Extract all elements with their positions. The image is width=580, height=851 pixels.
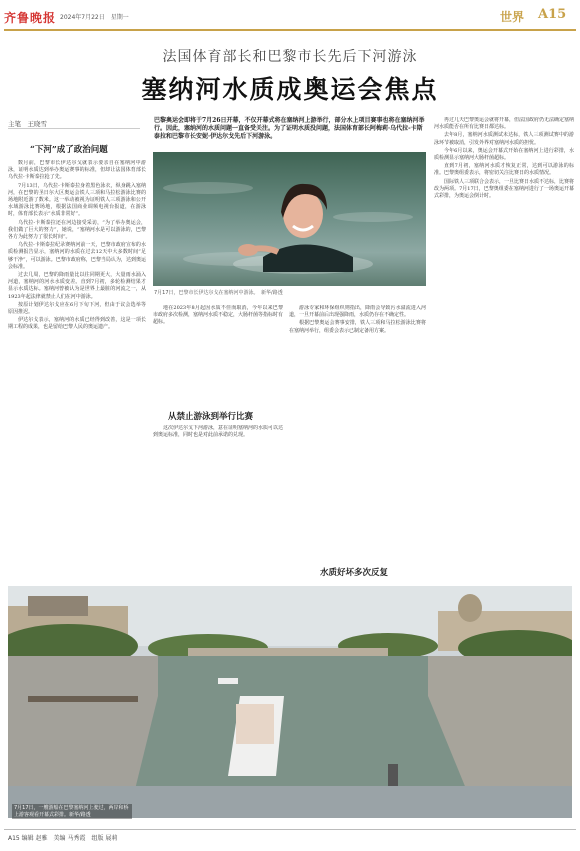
body-paragraph: 数月前，巴黎市长伊达尔戈就表示要亲自在塞纳河中游泳，证明水质达到举办奥运赛事的标准，但却让法国体育部长乌代拉-卡斯泰拉抢了先。 [8, 160, 146, 181]
body-paragraph: 过去几周，巴黎的降雨量比以往同期更大，大量雨水涌入河道，塞纳河的河水水质变差。直到7月初，多轮检测结果才显示水质达标。塞纳河曾被认为是世界上最脏的河流之一，从1923年起法律就禁止人们在河中游泳。 [8, 272, 146, 300]
lead-paragraph: 巴黎奥运会即将于7月26日开幕，不仅开幕式将在塞纳河上游举行，部分水上项目赛事也将在塞纳河举行。因此，塞纳河的水质问题一直备受关注。为了证明水质没问题，法国体育部长阿梅莉·乌代拉-卡斯泰拉和巴黎市长安妮·伊达尔戈先后下河游泳。 [154, 117, 425, 140]
body-paragraph: 直到7月初，塞纳河水质才恢复正常，达到可以游泳的标准。巴黎奥组委表示，将密切关注比赛日的水质情况。 [434, 163, 574, 177]
swimming-photo [153, 152, 426, 286]
lamp-post [388, 764, 398, 786]
body-paragraph: 7月13日，乌代拉-卡斯泰拉身着黑色泳衣，纵身跳入塞纳河，在巴黎的圣日尔大区奥运会铁人三项和马拉松游泳比赛的场地附近游了数米。这一举动被视为证明铁人三项游泳和公开水域游泳比赛场地，根据法国商业调频电视台报道，在游泳时，体育部长表示“水质非常好”。 [8, 182, 146, 218]
subhead-ban-to-race: 从禁止游泳到举行比赛 [168, 412, 254, 422]
body-paragraph: 按原计划伊达尔戈应在6月下旬下河，但由于议会选举等原因推迟。 [8, 301, 146, 316]
article-column-2b [153, 425, 283, 580]
body-paragraph: 今年6月以来，奥运会开幕式开始在塞纳河上进行彩排，水质检测显示塞纳河大肠杆菌超标。 [434, 147, 574, 162]
dome [458, 594, 482, 622]
seine-river-photo [8, 586, 572, 818]
body-paragraph: 去年8月，塞纳河水质测试未达标，铁人三项测试赛中的游泳环节被取消，引发外界对塞纳河水质的担忧。 [434, 132, 574, 146]
byline: 主笔 王晓雪 [8, 120, 47, 128]
masthead [0, 0, 580, 30]
body-paragraph: 游泳专家和环保组织则指出，降雨会导致污水溢流进入河道，一旦开幕前后出现强降雨，水质仍存在不确定性。 [289, 305, 426, 319]
bridge [188, 648, 388, 656]
article-column-1 [8, 160, 146, 580]
subhead-politics: “下河”成了政治问题 [30, 145, 108, 155]
body-paragraph: 地在2023年8月起因水质不佳而取消，今年以来巴黎市政府多次检测，塞纳河水质不稳定，大肠杆菌等指标时有超标。 [153, 305, 283, 326]
issue-date: 2024年7月22日 星期一 [60, 14, 129, 21]
river-scene [8, 586, 572, 818]
footer-rule [4, 829, 576, 830]
masthead-rule [4, 29, 576, 31]
photo-caption-swim: 7月17日，巴黎市长伊达尔戈在塞纳河中游泳。 新华/路透 [154, 290, 283, 296]
article-column-4 [434, 117, 574, 582]
kicker-headline: 法国体育部长和巴黎市长先后下河游泳 [162, 49, 418, 65]
bank-railing [28, 696, 138, 702]
subhead-quality: 水质好坏多次反复 [320, 568, 389, 578]
body-paragraph: 国际铁人三项联合会表示，一旦比赛日水质不达标，比赛将改为两项。7月17日，巴黎奥组委在塞纳河进行了一场奥运开幕式彩排，为奥运会倒计时。 [434, 178, 574, 200]
boat-passengers [236, 704, 274, 744]
arm [253, 248, 278, 252]
roof-left [28, 596, 88, 616]
article-column-2 [153, 305, 283, 405]
body-paragraph: 伊达尔戈表示，塞纳河的水质已经得到改善，这是一项长期工程的成果，也是留给巴黎人民的奥运遗产。 [8, 317, 146, 331]
newspaper-logo: 齐鲁晚报 [4, 11, 57, 25]
article-column-3 [289, 305, 426, 545]
small-boat [218, 678, 238, 684]
photo-caption-seine: 7月17日，一艘游船在巴黎塞纳河上驶过，两岸和桥上游客观看开幕式彩排。新华/路透 [12, 804, 132, 819]
swimmer-figure [153, 152, 426, 286]
section-name: 世界 [500, 10, 525, 24]
page-number: A15 [538, 7, 567, 22]
body-paragraph: 再过几天巴黎奥运会就将开幕，但法国政府仍无法确定塞纳河水质能否在所有比赛日都达标。 [434, 117, 574, 131]
byline-divider [8, 128, 140, 129]
body-paragraph: 这次伊达尔戈下河游泳，意在证明塞纳河的水质可以达到奥运标准，同时也是对此前承诺的兑现。 [153, 425, 283, 439]
body-paragraph: 乌代拉-卡斯泰拉还在河边接受采访，“为了举办奥运会，我们做了巨大的努力”，她说，“塞纳河水是可以游泳的，巴黎各方为此努力了很长时间”。 [8, 219, 146, 241]
page-footer: A15 编辑 赵雅 美编 马秀霞 组版 展莉 [8, 835, 118, 842]
body-paragraph: 根据巴黎奥运会赛事安排，铁人三项和马拉松游泳比赛将在塞纳河举行，组委会表示已制定备用方案。 [289, 320, 426, 334]
body-paragraph: 乌代拉-卡斯泰拉纪录赛纳河前一天，巴黎市政府宣布的水质检测报告显示，塞纳河的水质在过去12天中大多数时间“足够干净”，可以游泳。巴黎市政府称，巴黎当局认为，达到奥运会标准。 [8, 242, 146, 270]
main-headline: 塞纳河水质成奥运会焦点 [141, 75, 439, 104]
